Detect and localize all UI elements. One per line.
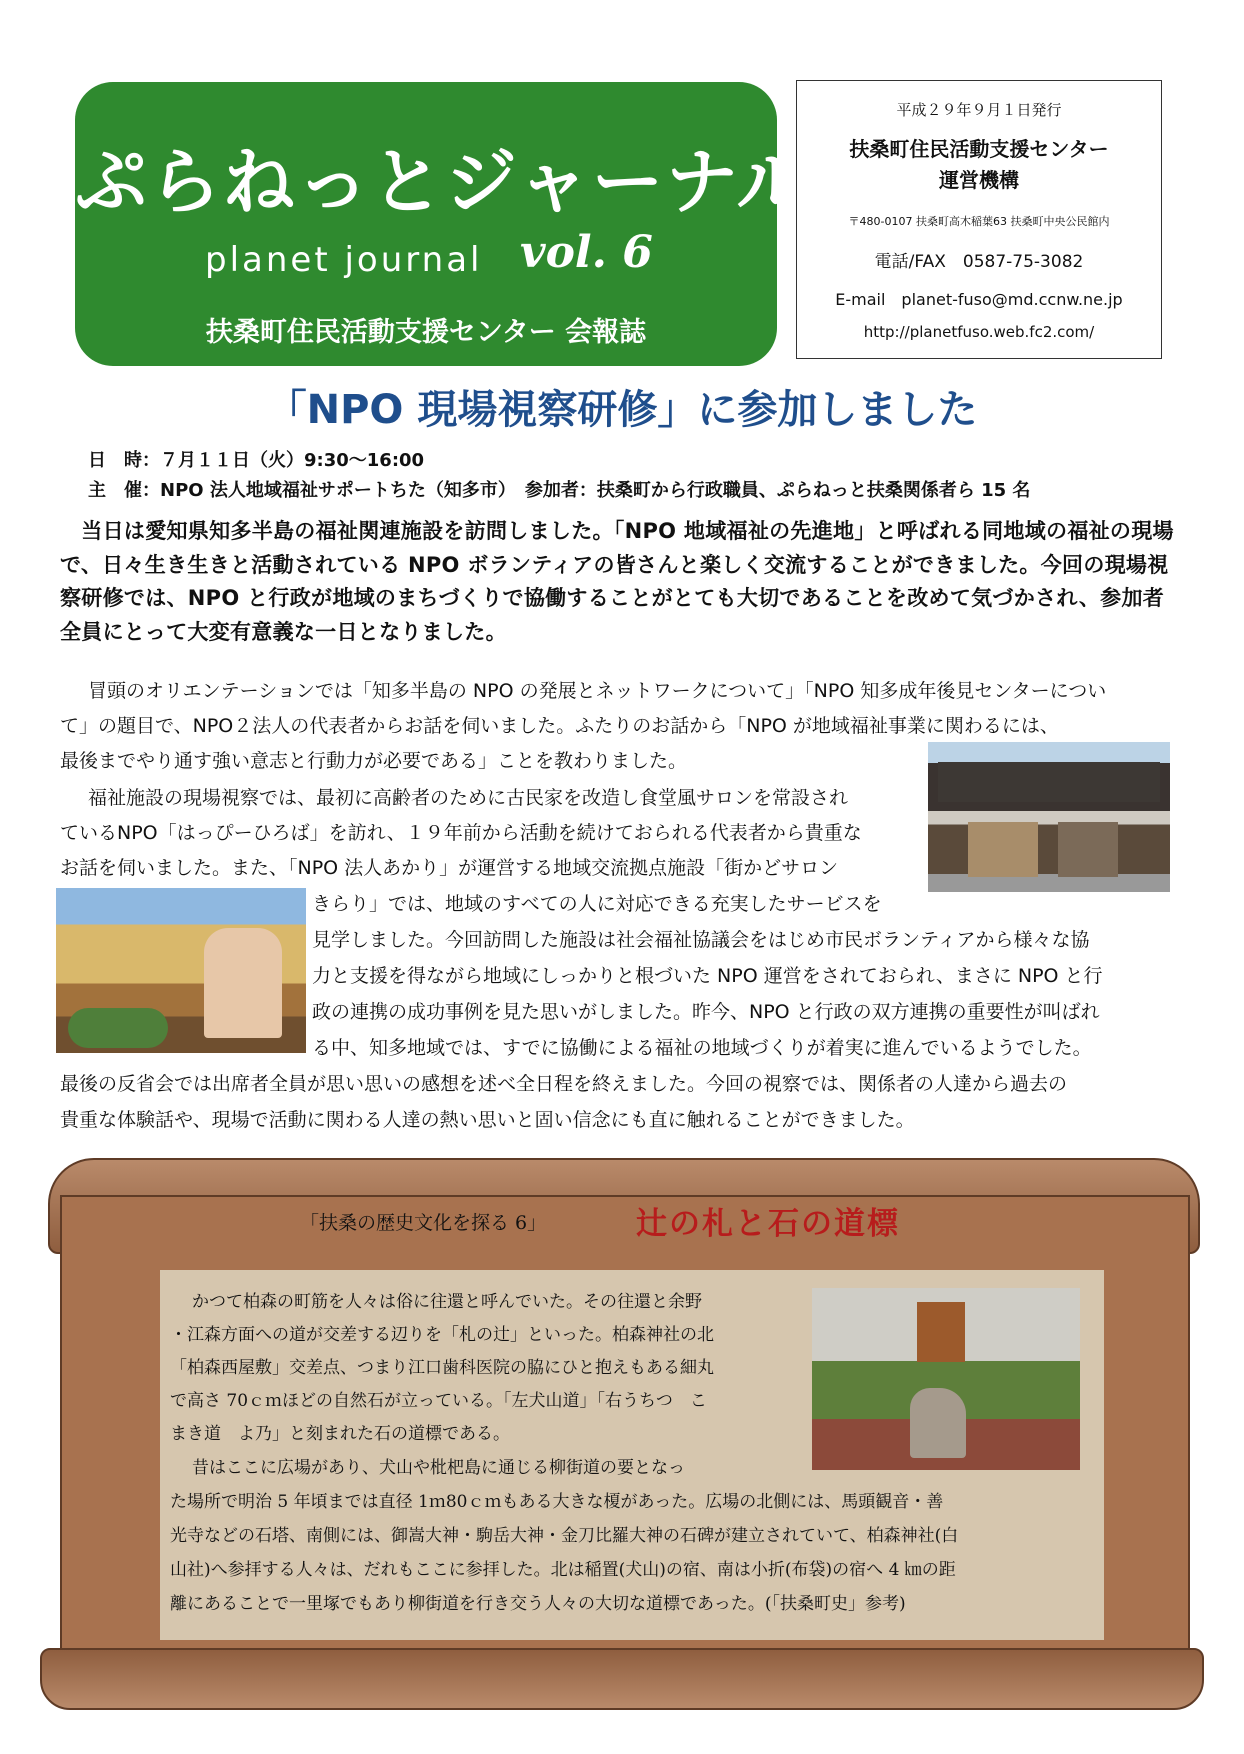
stone-signpost-photo — [812, 1288, 1080, 1470]
history-title: 辻の札と石の道標 — [636, 1206, 900, 1242]
body-line: る中、知多地域では、すでに協働による福祉の地域づくりが着実に進んでいるようでした。 — [312, 1037, 1092, 1059]
history-line: 「柏森西屋敷」交差点、つまり江口歯科医院の脇にひと抱えもある細丸 — [170, 1358, 714, 1378]
history-line: ・江森方面への道が交差する辺りを「札の辻」といった。柏森神社の北 — [170, 1325, 714, 1345]
center-name: 扶桑町住民活動支援センター — [849, 137, 1109, 161]
center-email: E-mail planet-fuso@md.ccnw.ne.jp — [835, 290, 1123, 309]
history-line: 離にあることで一里塚でもあり柳街道を行き交う人々の大切な道標であった。(「扶桑町史」参考) — [170, 1594, 906, 1614]
body-line: 福祉施設の現場視察では、最初に高齢者のために古民家を改造し食堂風サロンを常設され — [88, 787, 849, 809]
kirari-salon-photo — [56, 888, 306, 1053]
center-org: 運営機構 — [939, 168, 1019, 192]
center-phone: 電話/FAX 0587-75-3082 — [874, 252, 1084, 272]
body-line: お話を伺いました。また、「NPO 法人あかり」が運営する地域交流拠点施設「街かどサロン — [60, 857, 839, 879]
history-line: た場所で明治 5 年頃までは直径 1ｍ80ｃｍもある大きな榎があった。広場の北側には、馬頭観音・善 — [170, 1492, 944, 1512]
article-lead: 当日は愛知県知多半島の福祉関連施設を訪問しました。「NPO 地域福祉の先進地」と呼ばれる同地域の福祉の現場で、日々生き生きと活動されている NPO ボランティアの皆さんと楽しく交流することができました。今回の現場視察研修では、NPO と行政が地域のまちづくりで協働することがとても大切であることを改めて気づかされ、参加者全員にとって大変有意義な一日となりました。 — [60, 519, 1174, 644]
history-line: 光寺などの石塔、南側には、御嵩大神・駒岳大神・金刀比羅大神の石碑が建立されていて、柏森神社(白 — [170, 1526, 959, 1546]
body-line: 力と支援を得ながら地域にしっかりと根づいた NPO 運営をされておられ、まさに NPO と行 — [312, 965, 1103, 987]
journal-subtitle: planet journal — [205, 240, 483, 280]
event-organizer: 主 催：NPO 法人地域福祉サポートちた（知多市） 参加者：扶桑町から行政職員、ぷらねっと扶桑関係者ら 15 名 — [88, 480, 1031, 501]
history-line: まき道 よ乃」と刻まれた石の道標である。 — [170, 1424, 510, 1444]
old-house-salon-photo — [928, 742, 1170, 892]
history-series-label: 「扶桑の歴史文化を探る 6」 — [300, 1212, 547, 1234]
body-line: 冒頭のオリエンテーションでは「知多半島の NPO の発展とネットワークについて」「NPO 知多成年後見センターについ — [88, 680, 1107, 702]
publisher-info-box — [796, 80, 1162, 359]
body-line: て」の題目で、NPO２法人の代表者からお話を伺いました。ふたりのお話から「NPO が地域福祉事業に関わるには、 — [60, 715, 1059, 737]
scroll-bottom-roll — [40, 1648, 1204, 1710]
journal-title: ぷらねっとジャーナル — [75, 140, 810, 224]
history-line: かつて柏森の町筋を人々は俗に往還と呼んでいた。その往還と余野 — [192, 1292, 702, 1312]
volume-number: vol. 6 — [520, 227, 653, 278]
journal-org: 扶桑町住民活動支援センター 会報誌 — [205, 317, 647, 348]
body-line: きらり」では、地域のすべての人に対応できる充実したサービスを — [312, 893, 882, 915]
center-url[interactable]: http://planetfuso.web.fc2.com/ — [863, 323, 1095, 341]
body-line: 政の連携の成功事例を見た思いがしました。昨今、NPO と行政の双方連携の重要性が叫ばれ — [312, 1001, 1100, 1023]
issue-date: 平成２９年９月１日発行 — [896, 101, 1062, 119]
body-line: ているNPO「はっぴーひろば」を訪れ、１９年前から活動を続けておられる代表者から貴重な — [60, 822, 862, 844]
history-line: 昔はここに広場があり、犬山や枇杷島に通じる柳街道の要となっ — [192, 1458, 685, 1478]
body-line: 見学しました。今回訪問した施設は社会福祉協議会をはじめ市民ボランティアから様々な協 — [312, 929, 1090, 951]
history-line: で高さ 70ｃｍほどの自然石が立っている。「左犬山道」「右うちつ こ — [170, 1391, 707, 1411]
body-line: 最後の反省会では出席者全員が思い思いの感想を述べ全日程を終えました。今回の視察では、関係者の人達から過去の — [60, 1073, 1068, 1095]
body-line: 貴重な体験話や、現場で活動に関わる人達の熱い思いと固い信念にも直に触れることができました。 — [60, 1109, 915, 1131]
body-line: 最後までやり通す強い意志と行動力が必要である」ことを教わりました。 — [60, 750, 688, 772]
masthead-banner — [75, 82, 810, 366]
history-line: 山社)へ参拝する人々は、だれもここに参拝した。北は稲置(犬山)の宿、南は小折(布袋)の宿へ 4 ㎞の距 — [170, 1560, 956, 1580]
event-datetime: 日 時：７月１１日（火）9:30～16:00 — [88, 450, 425, 471]
center-address: 〒480-0107 扶桑町高木稲葉63 扶桑町中央公民館内 — [848, 215, 1110, 228]
article-headline: 「NPO 現場視察研修」に参加しました — [266, 387, 978, 433]
